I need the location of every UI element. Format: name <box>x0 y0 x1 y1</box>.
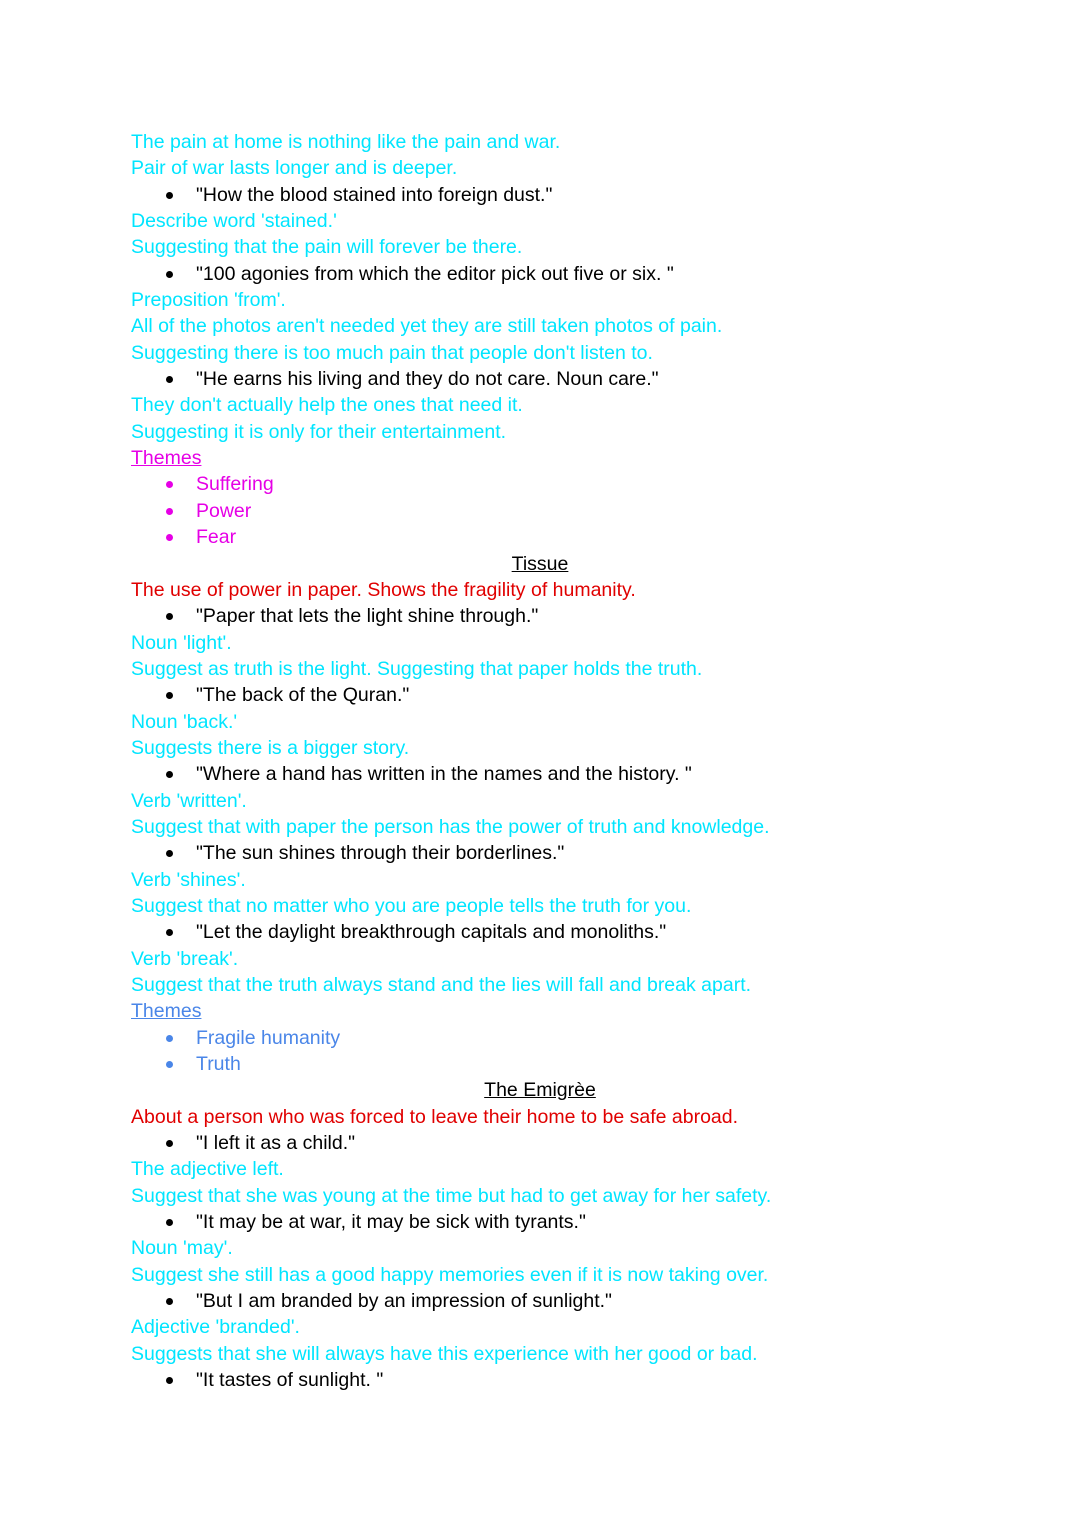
note-line <box>0 867 1080 893</box>
theme-bullet-text: Suffering <box>196 473 274 496</box>
note-line-text: Verb 'shines'. <box>131 868 246 891</box>
note-line-text: Suggesting it is only for their entertainment. <box>131 420 507 443</box>
poem-title-text: The Emigrèe <box>484 1079 596 1102</box>
theme-bullet <box>0 1025 1080 1051</box>
theme-bullet-text: Fragile humanity <box>196 1026 341 1049</box>
note-line-text: Suggest as truth is the light. Suggesting that paper holds the truth. <box>131 657 703 680</box>
theme-bullet-text: Fear <box>196 526 237 549</box>
note-line-text: Noun 'light'. <box>131 631 232 654</box>
theme-bullet-text: Power <box>196 499 252 522</box>
quote-bullet <box>0 1288 1080 1314</box>
note-line-text: Verb 'written'. <box>131 789 247 812</box>
note-line-text: Noun 'back.' <box>131 710 238 733</box>
quote-bullet <box>0 261 1080 287</box>
quote-bullet-text: "The sun shines through their borderlines." <box>196 842 565 865</box>
quote-bullet-text: "Paper that lets the light shine through." <box>196 605 539 628</box>
quote-bullet <box>0 366 1080 392</box>
quote-bullet <box>0 761 1080 787</box>
note-line <box>0 234 1080 260</box>
quote-bullet-text: "It may be at war, it may be sick with tyrants." <box>196 1211 586 1234</box>
note-line <box>0 814 1080 840</box>
note-line <box>0 709 1080 735</box>
note-line <box>0 1235 1080 1261</box>
note-line <box>0 419 1080 445</box>
theme-bullet-text: Truth <box>196 1053 241 1076</box>
poem-title <box>0 551 1080 577</box>
quote-bullet-text: "I left it as a child." <box>196 1132 356 1155</box>
quote-bullet <box>0 682 1080 708</box>
note-line <box>0 208 1080 234</box>
note-line-text: Suggest that the truth always stand and the lies will fall and break apart. <box>131 974 752 996</box>
note-line-text: Suggest she still has a good happy memories even if it is now taking over. <box>131 1263 769 1286</box>
note-line <box>0 340 1080 366</box>
quote-bullet <box>0 1209 1080 1235</box>
note-line-text: Suggest that no matter who you are people tells the truth for you. <box>131 894 692 917</box>
note-line <box>0 1262 1080 1288</box>
note-line <box>0 1156 1080 1182</box>
note-line-text: Preposition 'from'. <box>131 289 286 312</box>
note-line-text: The adjective left. <box>131 1158 284 1181</box>
note-line-text: Suggest that with paper the person has the power of truth and knowledge. <box>131 815 770 838</box>
quote-bullet-text: "It tastes of sunlight. " <box>196 1369 384 1392</box>
quote-bullet <box>0 1367 1080 1393</box>
quote-bullet-text: "How the blood stained into foreign dust." <box>196 183 553 206</box>
quote-bullet <box>0 919 1080 945</box>
note-line-text: Suggest that she was young at the time but had to get away for her safety. <box>131 1184 772 1207</box>
quote-bullet-text: "The back of the Quran." <box>196 684 410 707</box>
poem-title-text: Tissue <box>511 552 569 575</box>
theme-bullet <box>0 524 1080 550</box>
note-line <box>0 129 1080 155</box>
note-line-text: Suggests there is a bigger story. <box>131 736 410 759</box>
quote-bullet-text: "100 agonies from which the editor pick out five or six. " <box>196 262 674 285</box>
note-line-text: Suggesting that the pain will forever be there. <box>131 236 523 259</box>
note-line <box>0 788 1080 814</box>
theme-bullet <box>0 471 1080 497</box>
note-line-text: Verb 'break'. <box>131 947 239 970</box>
quote-bullet-text: "But I am branded by an impression of sunlight." <box>196 1290 612 1313</box>
note-line <box>0 656 1080 682</box>
quote-bullet <box>0 840 1080 866</box>
quote-bullet-text: "Where a hand has written in the names and the history. " <box>196 763 692 786</box>
note-line-text: Noun 'may'. <box>131 1237 233 1260</box>
note-line <box>0 1183 1080 1209</box>
note-line <box>0 392 1080 418</box>
note-line-text: The use of power in paper. Shows the fragility of humanity. <box>131 578 636 601</box>
note-line-text: The pain at home is nothing like the pain and war. <box>131 131 561 153</box>
themes-heading <box>0 445 1080 471</box>
note-line <box>0 735 1080 761</box>
note-line <box>0 1314 1080 1340</box>
note-line <box>0 972 1080 998</box>
note-line-text: Suggests that she will always have this experience with her good or bad. <box>131 1342 758 1365</box>
quote-bullet <box>0 1130 1080 1156</box>
note-line <box>0 287 1080 313</box>
themes-heading-text: Themes <box>131 1000 202 1023</box>
note-line-text: Adjective 'branded'. <box>131 1316 300 1339</box>
note-line-text: Pair of war lasts longer and is deeper. <box>131 157 458 180</box>
note-line-text: They don't actually help the ones that need it. <box>131 394 523 417</box>
note-line <box>0 577 1080 603</box>
themes-heading-text: Themes <box>131 447 202 470</box>
note-line-text: Suggesting there is too much pain that people don't listen to. <box>131 341 653 364</box>
theme-bullet <box>0 498 1080 524</box>
note-line-text: Describe word 'stained.' <box>131 210 337 233</box>
quote-bullet <box>0 182 1080 208</box>
themes-heading <box>0 998 1080 1024</box>
quote-bullet <box>0 603 1080 629</box>
note-line <box>0 630 1080 656</box>
note-line <box>0 155 1080 181</box>
note-line <box>0 946 1080 972</box>
note-line <box>0 1104 1080 1130</box>
note-line-text: About a person who was forced to leave their home to be safe abroad. <box>131 1105 739 1128</box>
note-line <box>0 1341 1080 1367</box>
note-line <box>0 893 1080 919</box>
quote-bullet-text: "He earns his living and they do not care. Noun care." <box>196 368 659 391</box>
poem-title <box>0 1077 1080 1103</box>
note-line-text: All of the photos aren't needed yet they are still taken photos of pain. <box>131 315 723 338</box>
quote-bullet-text: "Let the daylight breakthrough capitals and monoliths." <box>196 921 667 944</box>
theme-bullet <box>0 1051 1080 1077</box>
note-line <box>0 313 1080 339</box>
